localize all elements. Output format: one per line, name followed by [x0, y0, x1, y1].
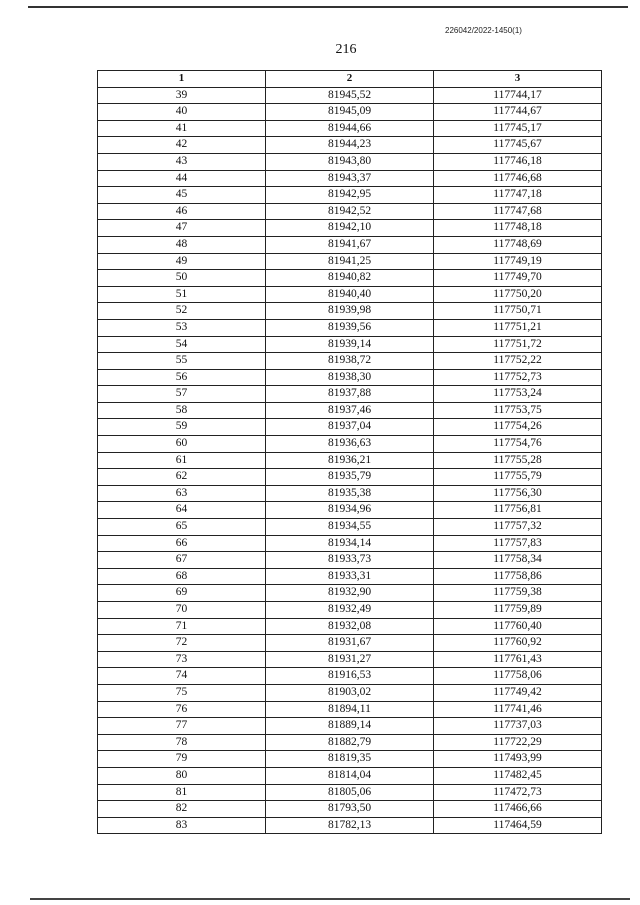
- table-row: [98, 485, 602, 502]
- point-number-cell: 61: [98, 452, 266, 469]
- x-coordinate-cell: 81945,09: [266, 104, 434, 121]
- y-coordinate-cell: 117758,06: [434, 668, 602, 685]
- point-number-cell: 45: [98, 187, 266, 204]
- point-number-cell: 41: [98, 120, 266, 137]
- x-coordinate-cell: 81935,38: [266, 485, 434, 502]
- table-row: [98, 220, 602, 237]
- table-row: [98, 535, 602, 552]
- x-coordinate-cell: 81944,66: [266, 120, 434, 137]
- point-number-cell: 64: [98, 502, 266, 519]
- point-number-cell: 50: [98, 270, 266, 287]
- x-coordinate-cell: 81903,02: [266, 684, 434, 701]
- y-coordinate-cell: 117753,24: [434, 386, 602, 403]
- point-number-cell: 52: [98, 303, 266, 320]
- x-coordinate-cell: 81793,50: [266, 801, 434, 818]
- y-coordinate-cell: 117482,45: [434, 767, 602, 784]
- x-coordinate-cell: 81938,30: [266, 369, 434, 386]
- y-coordinate-cell: 117756,30: [434, 485, 602, 502]
- table-row: [98, 568, 602, 585]
- x-coordinate-cell: 81932,49: [266, 602, 434, 619]
- table-row: [98, 386, 602, 403]
- y-coordinate-cell: 117752,73: [434, 369, 602, 386]
- y-coordinate-cell: 117759,89: [434, 602, 602, 619]
- table-row: [98, 552, 602, 569]
- y-coordinate-cell: 117746,68: [434, 170, 602, 187]
- x-coordinate-cell: 81933,31: [266, 568, 434, 585]
- point-number-cell: 59: [98, 419, 266, 436]
- table-row: [98, 286, 602, 303]
- y-coordinate-cell: 117747,18: [434, 187, 602, 204]
- y-coordinate-cell: 117749,42: [434, 684, 602, 701]
- x-coordinate-cell: 81943,80: [266, 153, 434, 170]
- x-coordinate-cell: 81937,88: [266, 386, 434, 403]
- x-coordinate-cell: 81889,14: [266, 718, 434, 735]
- point-number-cell: 82: [98, 801, 266, 818]
- point-number-cell: 40: [98, 104, 266, 121]
- x-coordinate-cell: 81916,53: [266, 668, 434, 685]
- table-row: [98, 319, 602, 336]
- x-coordinate-cell: 81932,08: [266, 618, 434, 635]
- table-row: [98, 402, 602, 419]
- point-number-cell: 42: [98, 137, 266, 154]
- page-number: 216: [335, 42, 357, 57]
- point-number-cell: 39: [98, 87, 266, 104]
- point-number-cell: 58: [98, 402, 266, 419]
- x-coordinate-cell: 81934,14: [266, 535, 434, 552]
- point-number-cell: 80: [98, 767, 266, 784]
- document-id: 226042/2022-1450(1): [445, 26, 522, 35]
- x-coordinate-cell: 81937,46: [266, 402, 434, 419]
- point-number-cell: 56: [98, 369, 266, 386]
- x-coordinate-cell: 81931,27: [266, 651, 434, 668]
- table-row: [98, 203, 602, 220]
- table-row: [98, 353, 602, 370]
- bottom-rule: [30, 898, 630, 900]
- x-coordinate-cell: 81933,73: [266, 552, 434, 569]
- table-row: [98, 767, 602, 784]
- table-row: [98, 303, 602, 320]
- y-coordinate-cell: 117759,38: [434, 585, 602, 602]
- point-number-cell: 71: [98, 618, 266, 635]
- point-number-cell: 47: [98, 220, 266, 237]
- y-coordinate-cell: 117758,86: [434, 568, 602, 585]
- y-coordinate-cell: 117755,28: [434, 452, 602, 469]
- point-number-cell: 70: [98, 602, 266, 619]
- table-row: [98, 817, 602, 834]
- table-row: [98, 469, 602, 486]
- x-coordinate-cell: 81944,23: [266, 137, 434, 154]
- x-coordinate-cell: 81931,67: [266, 635, 434, 652]
- y-coordinate-cell: 117741,46: [434, 701, 602, 718]
- y-coordinate-cell: 117758,34: [434, 552, 602, 569]
- y-coordinate-cell: 117760,40: [434, 618, 602, 635]
- table-row: [98, 336, 602, 353]
- y-coordinate-cell: 117493,99: [434, 751, 602, 768]
- table-row: [98, 668, 602, 685]
- table-row: [98, 585, 602, 602]
- point-number-cell: 83: [98, 817, 266, 834]
- y-coordinate-cell: 117744,17: [434, 87, 602, 104]
- table-row: [98, 137, 602, 154]
- table-header-row: [98, 71, 602, 88]
- table-row: [98, 751, 602, 768]
- table-row: [98, 270, 602, 287]
- table-row: [98, 153, 602, 170]
- point-number-cell: 76: [98, 701, 266, 718]
- x-coordinate-cell: 81934,96: [266, 502, 434, 519]
- y-coordinate-cell: 117760,92: [434, 635, 602, 652]
- x-coordinate-cell: 81819,35: [266, 751, 434, 768]
- y-coordinate-cell: 117754,76: [434, 436, 602, 453]
- column-header: 1: [98, 71, 266, 88]
- table-row: [98, 170, 602, 187]
- point-number-cell: 73: [98, 651, 266, 668]
- table-row: [98, 236, 602, 253]
- x-coordinate-cell: 81882,79: [266, 734, 434, 751]
- table-row: [98, 519, 602, 536]
- x-coordinate-cell: 81939,14: [266, 336, 434, 353]
- table-row: [98, 618, 602, 635]
- x-coordinate-cell: 81935,79: [266, 469, 434, 486]
- y-coordinate-cell: 117749,19: [434, 253, 602, 270]
- point-number-cell: 81: [98, 784, 266, 801]
- x-coordinate-cell: 81938,72: [266, 353, 434, 370]
- table-row: [98, 104, 602, 121]
- x-coordinate-cell: 81894,11: [266, 701, 434, 718]
- y-coordinate-cell: 117745,17: [434, 120, 602, 137]
- y-coordinate-cell: 117747,68: [434, 203, 602, 220]
- point-number-cell: 66: [98, 535, 266, 552]
- table-row: [98, 651, 602, 668]
- point-number-cell: 60: [98, 436, 266, 453]
- point-number-cell: 74: [98, 668, 266, 685]
- x-coordinate-cell: 81932,90: [266, 585, 434, 602]
- y-coordinate-cell: 117745,67: [434, 137, 602, 154]
- y-coordinate-cell: 117752,22: [434, 353, 602, 370]
- table-row: [98, 602, 602, 619]
- x-coordinate-cell: 81942,95: [266, 187, 434, 204]
- table-row: [98, 436, 602, 453]
- y-coordinate-cell: 117750,71: [434, 303, 602, 320]
- column-header: 2: [266, 71, 434, 88]
- x-coordinate-cell: 81805,06: [266, 784, 434, 801]
- y-coordinate-cell: 117754,26: [434, 419, 602, 436]
- point-number-cell: 46: [98, 203, 266, 220]
- point-number-cell: 77: [98, 718, 266, 735]
- table-row: [98, 784, 602, 801]
- point-number-cell: 79: [98, 751, 266, 768]
- y-coordinate-cell: 117755,79: [434, 469, 602, 486]
- column-header: 3: [434, 71, 602, 88]
- y-coordinate-cell: 117748,69: [434, 236, 602, 253]
- point-number-cell: 68: [98, 568, 266, 585]
- point-number-cell: 63: [98, 485, 266, 502]
- table-row: [98, 635, 602, 652]
- x-coordinate-cell: 81941,67: [266, 236, 434, 253]
- x-coordinate-cell: 81941,25: [266, 253, 434, 270]
- point-number-cell: 51: [98, 286, 266, 303]
- table-row: [98, 734, 602, 751]
- y-coordinate-cell: 117751,72: [434, 336, 602, 353]
- table-row: [98, 701, 602, 718]
- x-coordinate-cell: 81934,55: [266, 519, 434, 536]
- point-number-cell: 72: [98, 635, 266, 652]
- point-number-cell: 78: [98, 734, 266, 751]
- table-row: [98, 502, 602, 519]
- table-row: [98, 452, 602, 469]
- y-coordinate-cell: 117472,73: [434, 784, 602, 801]
- x-coordinate-cell: 81939,56: [266, 319, 434, 336]
- x-coordinate-cell: 81942,10: [266, 220, 434, 237]
- point-number-cell: 49: [98, 253, 266, 270]
- x-coordinate-cell: 81943,37: [266, 170, 434, 187]
- point-number-cell: 48: [98, 236, 266, 253]
- x-coordinate-cell: 81939,98: [266, 303, 434, 320]
- y-coordinate-cell: 117749,70: [434, 270, 602, 287]
- y-coordinate-cell: 117750,20: [434, 286, 602, 303]
- table-row: [98, 419, 602, 436]
- table-row: [98, 369, 602, 386]
- y-coordinate-cell: 117757,83: [434, 535, 602, 552]
- point-number-cell: 54: [98, 336, 266, 353]
- table-row: [98, 253, 602, 270]
- point-number-cell: 55: [98, 353, 266, 370]
- y-coordinate-cell: 117756,81: [434, 502, 602, 519]
- x-coordinate-cell: 81945,52: [266, 87, 434, 104]
- point-number-cell: 75: [98, 684, 266, 701]
- x-coordinate-cell: 81942,52: [266, 203, 434, 220]
- y-coordinate-cell: 117748,18: [434, 220, 602, 237]
- y-coordinate-cell: 117737,03: [434, 718, 602, 735]
- y-coordinate-cell: 117753,75: [434, 402, 602, 419]
- x-coordinate-cell: 81936,63: [266, 436, 434, 453]
- y-coordinate-cell: 117751,21: [434, 319, 602, 336]
- point-number-cell: 53: [98, 319, 266, 336]
- table-row: [98, 87, 602, 104]
- point-number-cell: 67: [98, 552, 266, 569]
- x-coordinate-cell: 81782,13: [266, 817, 434, 834]
- point-number-cell: 69: [98, 585, 266, 602]
- x-coordinate-cell: 81940,40: [266, 286, 434, 303]
- point-number-cell: 57: [98, 386, 266, 403]
- table-row: [98, 120, 602, 137]
- y-coordinate-cell: 117722,29: [434, 734, 602, 751]
- y-coordinate-cell: 117761,43: [434, 651, 602, 668]
- y-coordinate-cell: 117466,66: [434, 801, 602, 818]
- y-coordinate-cell: 117746,18: [434, 153, 602, 170]
- y-coordinate-cell: 117464,59: [434, 817, 602, 834]
- x-coordinate-cell: 81940,82: [266, 270, 434, 287]
- x-coordinate-cell: 81936,21: [266, 452, 434, 469]
- table-row: [98, 718, 602, 735]
- y-coordinate-cell: 117744,67: [434, 104, 602, 121]
- table-row: [98, 187, 602, 204]
- x-coordinate-cell: 81814,04: [266, 767, 434, 784]
- coordinates-table: [97, 70, 602, 834]
- table-row: [98, 684, 602, 701]
- point-number-cell: 44: [98, 170, 266, 187]
- point-number-cell: 62: [98, 469, 266, 486]
- point-number-cell: 65: [98, 519, 266, 536]
- x-coordinate-cell: 81937,04: [266, 419, 434, 436]
- table-row: [98, 801, 602, 818]
- point-number-cell: 43: [98, 153, 266, 170]
- y-coordinate-cell: 117757,32: [434, 519, 602, 536]
- top-rule: [28, 6, 628, 8]
